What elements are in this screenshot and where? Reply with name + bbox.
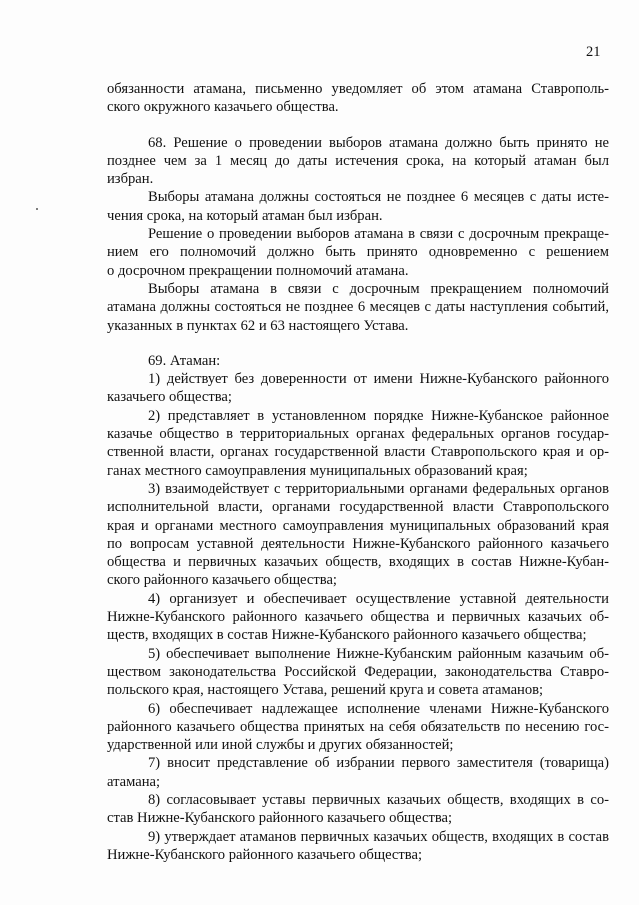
text-line: Нижне-Кубанского районного казачьего общества и первичных казачьих об- [107,609,609,626]
text-line: избран. [107,171,154,188]
text-line: ского окружного казачьего общества. [107,99,339,116]
paragraph-gap [107,117,609,134]
text-line: Выборы атамана в связи с досрочным прекращением полномочий [148,280,609,297]
text-line: Нижне-Кубанского районного казачьего общества; [107,846,423,863]
text-line: атамана; [107,773,161,790]
text-line: чения срока, на который атаман был избран. [107,207,383,224]
text-line: края и органами местного самоуправления муниципальных образований края [107,517,609,534]
text-line: польского края, настоящего Устава, решений круга и совета атаманов; [107,682,544,699]
text-line: казачье общество в территориальных органах федеральных органов государ- [107,426,609,443]
text-line: ществом законодательства Российской Федерации, законодательства Ставро- [107,663,609,680]
list-item-1: 1) действует без доверенности от имени Нижне-Кубанского районного [148,371,609,388]
clause-69-heading: 69. Атаман: [148,352,221,369]
text-line: атамана должны состояться не позднее 6 месяцев с даты наступления событий, [107,299,609,316]
list-item-9: 9) утверждает атаманов первичных казачьих обществ, входящих в состав [148,828,609,845]
text-line: ществ, входящих в состав Нижне-Кубанского районного казачьего общества; [107,627,587,644]
list-item-7: 7) вносит представление об избрании первого заместителя (товарища) [148,755,609,772]
list-item-8: 8) согласовывает уставы первичных казачьих обществ, входящих в со- [148,791,609,808]
text-line: ственной власти, органах государственной власти Ставропольского края и ор- [107,444,609,461]
text-line: исполнительной власти, органами государственной власти Ставропольского [107,499,609,516]
text-line: ганах местного самоуправления муниципальных образований края; [107,462,528,479]
text-line: о досрочном прекращении полномочий атамана. [107,262,409,279]
text-line: районного казачьего общества принятых на себя обязательств по несению гос- [107,718,609,735]
page-number: 21 [586,44,601,60]
text-line: позднее чем за 1 месяц до даты истечения срока, на который атаман был [107,152,609,169]
list-item-3: 3) взаимодействует с территориальными органами федеральных органов [148,480,609,497]
document-body [107,80,609,864]
text-line: нием его полномочий должно быть принято одновременно с решением [107,244,609,261]
paragraph-gap [107,335,609,352]
text-line: по вопросам уставной деятельности Нижне-Кубанского районного казачьего [107,535,609,552]
text-line: Решение о проведении выборов атамана в связи с досрочным прекраще- [148,226,609,243]
text-line: ского районного казачьего общества; [107,572,337,589]
text-line: ударственной или иной службы и других обязанностей; [107,737,454,754]
text-line: Выборы атамана должны состояться не позднее 6 месяцев с даты исте- [148,189,609,206]
list-item-2: 2) представляет в установленном порядке Нижне-Кубанское районное [148,407,609,424]
clause-68-heading: 68. Решение о проведении выборов атамана должно быть принято не [148,134,609,151]
text-line: казачьего общества; [107,389,232,406]
list-item-4: 4) организует и обеспечивает осуществление уставной деятельности [148,590,609,607]
list-item-5: 5) обеспечивает выполнение Нижне-Кубанским районным казачьим об- [148,645,609,662]
text-line: общества и первичных казачьих обществ, входящих в состав Нижне-Кубан- [107,554,609,571]
list-item-6: 6) обеспечивает надлежащее исполнение членами Нижне-Кубанского [148,700,609,717]
scan-speck [36,208,38,210]
text-line: указанных в пунктах 62 и 63 настоящего Устава. [107,317,409,334]
text-line: став Нижне-Кубанского районного казачьего общества; [107,810,453,827]
text-line: обязанности атамана, письменно уведомляет об этом атамана Ставрополь- [107,81,609,97]
